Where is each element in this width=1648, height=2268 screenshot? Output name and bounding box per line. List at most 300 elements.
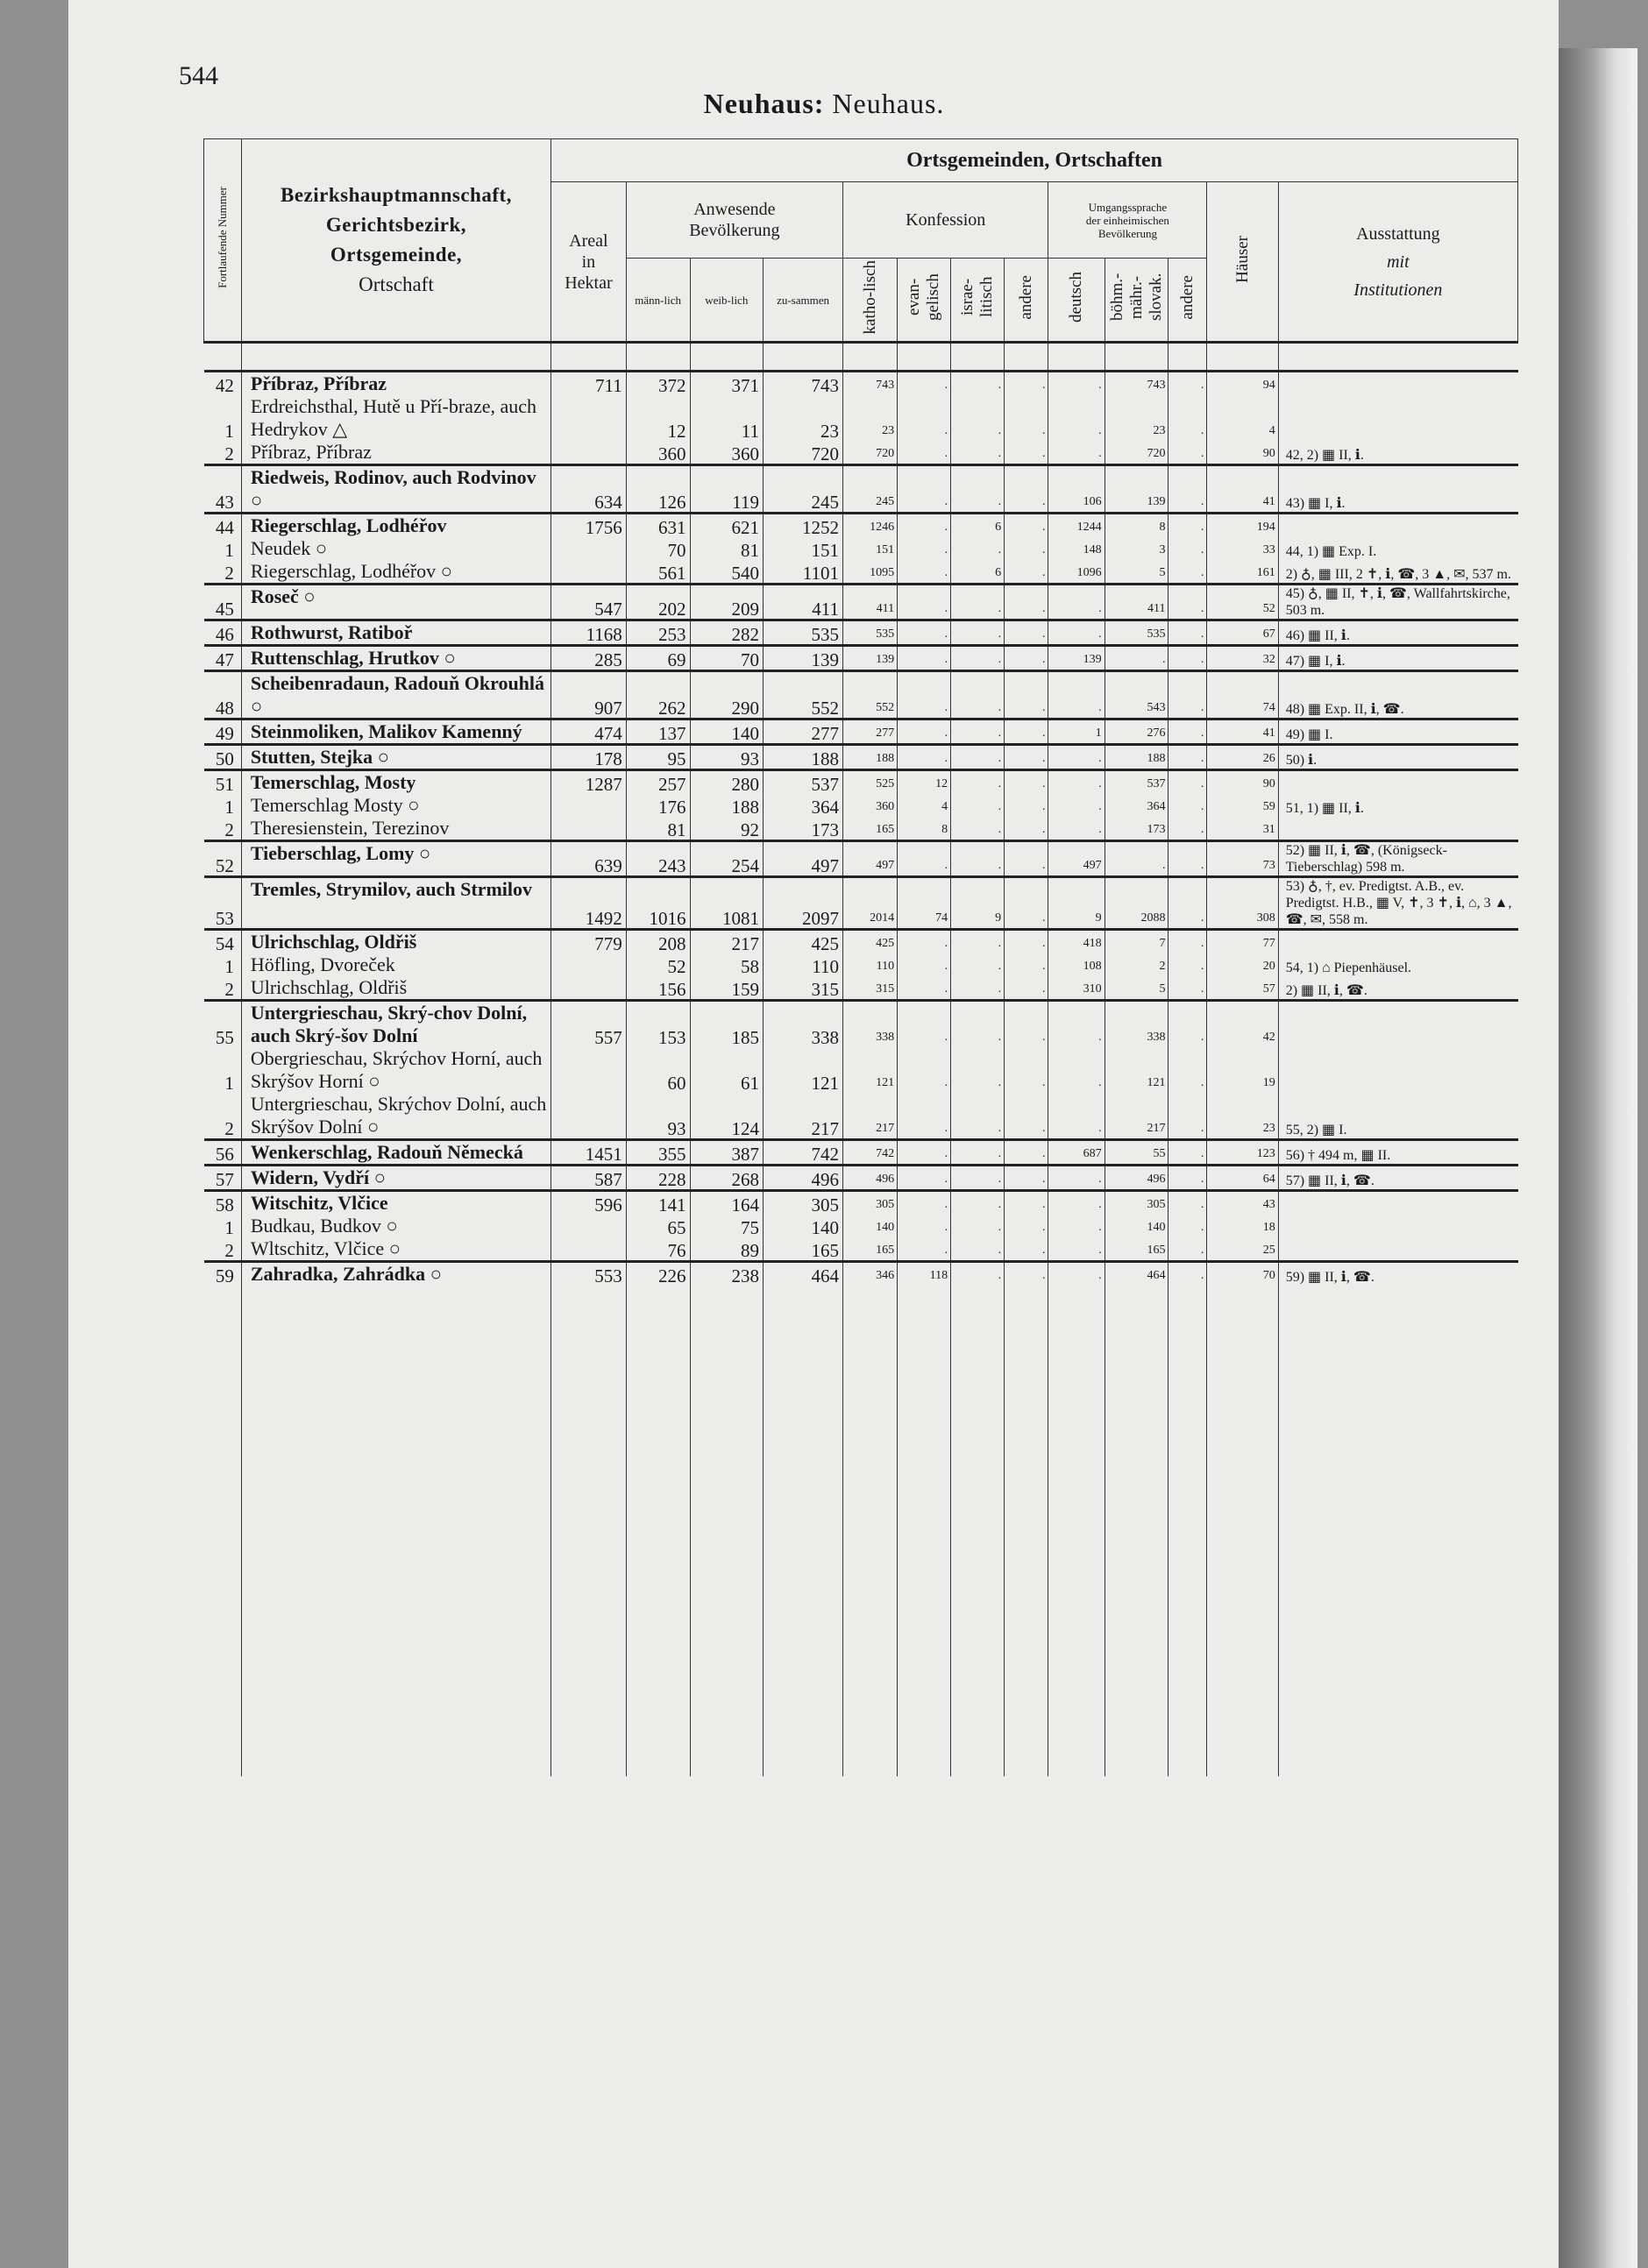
maennlich-value: 262 [626, 671, 690, 719]
areal-value: 285 [551, 646, 627, 671]
row-number: 51 [204, 770, 242, 795]
evangelisch-value: . [898, 953, 951, 976]
running-title-bold: Neuhaus: [703, 88, 825, 119]
andere-sprache-value: . [1169, 976, 1207, 1001]
areal-value [551, 441, 627, 465]
weiblich-value: 159 [690, 976, 764, 1001]
weiblich-value: 140 [690, 719, 764, 745]
weiblich-value: 119 [690, 465, 764, 514]
row-number: 42 [204, 372, 242, 396]
katholisch-value: 151 [843, 537, 898, 560]
ausstattung-value: 59) ▦ II, ℹ, ☎. [1278, 1262, 1517, 1286]
ausstattung-value [1278, 817, 1517, 841]
deutsch-value: . [1048, 441, 1105, 465]
locality-name: Neudek ○ [241, 537, 551, 560]
ausstattung-value: 55, 2) ▦ I. [1278, 1093, 1517, 1140]
weiblich-value: 81 [690, 537, 764, 560]
andere-konfession-value: . [1005, 1001, 1048, 1048]
zusammen-value: 23 [764, 395, 843, 441]
andere-konfession-value: . [1005, 441, 1048, 465]
weiblich-value: 93 [690, 745, 764, 770]
haeuser-value: 31 [1207, 817, 1278, 841]
locality-name: Ulrichschlag, Oldřiš [241, 930, 551, 954]
andere-sprache-value: . [1169, 465, 1207, 514]
katholisch-value: 552 [843, 671, 898, 719]
table-row [204, 620, 1518, 646]
israelitisch-value: . [951, 372, 1005, 396]
andere-sprache-value: . [1169, 395, 1207, 441]
andere-konfession-value: . [1005, 770, 1048, 795]
areal-value [551, 953, 627, 976]
row-number: 59 [204, 1262, 242, 1286]
haeuser-value: 73 [1207, 841, 1278, 877]
haeuser-value: 32 [1207, 646, 1278, 671]
row-number: 58 [204, 1191, 242, 1216]
evangelisch-value: 8 [898, 817, 951, 841]
andere-sprache-value: . [1169, 770, 1207, 795]
ausstattung-value [1278, 1047, 1517, 1093]
maennlich-value: 156 [626, 976, 690, 1001]
row-number: 2 [224, 443, 234, 464]
katholisch-value: 360 [843, 794, 898, 817]
ausstattung-value [1278, 1215, 1517, 1237]
deutsch-value: . [1048, 585, 1105, 620]
evangelisch-value: . [898, 620, 951, 646]
row-number: 2 [224, 979, 234, 1000]
andere-sprache-value: . [1169, 745, 1207, 770]
table-row [204, 1166, 1518, 1191]
row-number: 54 [204, 930, 242, 954]
andere-konfession-value: . [1005, 395, 1048, 441]
evangelisch-value: . [898, 976, 951, 1001]
weiblich-value: 185 [690, 1001, 764, 1048]
andere-sprache-value: . [1169, 1140, 1207, 1166]
haeuser-value: 194 [1207, 514, 1278, 538]
areal-value: 474 [551, 719, 627, 745]
andere-sprache-value: . [1169, 671, 1207, 719]
locality-name: Příbraz, Příbraz [241, 372, 551, 396]
katholisch-value: 425 [843, 930, 898, 954]
table-row [204, 514, 1518, 538]
header-andere-konfession: andere [1005, 259, 1048, 343]
weiblich-value: 621 [690, 514, 764, 538]
andere-konfession-value: . [1005, 953, 1048, 976]
boehmisch-value: 217 [1105, 1093, 1169, 1140]
row-number: 52 [204, 841, 242, 877]
israelitisch-value: . [951, 794, 1005, 817]
maennlich-value: 1016 [626, 877, 690, 930]
zusammen-value: 496 [764, 1166, 843, 1191]
locality-name: Ruttenschlag, Hrutkov ○ [241, 646, 551, 671]
boehmisch-value: 55 [1105, 1140, 1169, 1166]
israelitisch-value: . [951, 841, 1005, 877]
locality-name: Widern, Vydří ○ [241, 1166, 551, 1191]
andere-konfession-value: . [1005, 1262, 1048, 1286]
row-number: 1 [224, 797, 234, 818]
boehmisch-value: 5 [1105, 976, 1169, 1001]
boehmisch-value: 496 [1105, 1166, 1169, 1191]
locality-name: Tieberschlag, Lomy ○ [241, 841, 551, 877]
weiblich-value: 238 [690, 1262, 764, 1286]
row-number: 53 [204, 877, 242, 930]
evangelisch-value: . [898, 1237, 951, 1262]
katholisch-value: 23 [843, 395, 898, 441]
deutsch-value: . [1048, 794, 1105, 817]
andere-konfession-value: . [1005, 1191, 1048, 1216]
zusammen-value: 537 [764, 770, 843, 795]
row-number: 48 [204, 671, 242, 719]
deutsch-value: . [1048, 620, 1105, 646]
deutsch-value: 9 [1048, 877, 1105, 930]
table-row [204, 585, 1518, 620]
zusammen-value: 411 [764, 585, 843, 620]
weiblich-value: 254 [690, 841, 764, 877]
katholisch-value: 305 [843, 1191, 898, 1216]
andere-sprache-value: . [1169, 1215, 1207, 1237]
deutsch-value: 497 [1048, 841, 1105, 877]
katholisch-value: 1095 [843, 560, 898, 585]
maennlich-value: 69 [626, 646, 690, 671]
ausstattung-value: 2) ▦ II, ℹ, ☎. [1278, 976, 1517, 1001]
zusammen-value: 743 [764, 372, 843, 396]
zusammen-value: 338 [764, 1001, 843, 1048]
andere-sprache-value: . [1169, 930, 1207, 954]
katholisch-value: 743 [843, 372, 898, 396]
deutsch-value: . [1048, 395, 1105, 441]
table-header [204, 139, 1518, 343]
katholisch-value: 411 [843, 585, 898, 620]
table-row [204, 1093, 1518, 1140]
israelitisch-value: 6 [951, 514, 1005, 538]
table-row [204, 395, 1518, 441]
filler-row [204, 1286, 1518, 1776]
zusammen-value: 1101 [764, 560, 843, 585]
locality-name: Budkau, Budkov ○ [241, 1215, 551, 1237]
deutsch-value: 108 [1048, 953, 1105, 976]
ausstattung-value: 44, 1) ▦ Exp. I. [1278, 537, 1517, 560]
header-maennlich: männ-lich [626, 259, 690, 343]
andere-konfession-value: . [1005, 930, 1048, 954]
table-row [204, 1262, 1518, 1286]
boehmisch-value: 2 [1105, 953, 1169, 976]
maennlich-value: 561 [626, 560, 690, 585]
deutsch-value: . [1048, 1237, 1105, 1262]
areal-value [551, 794, 627, 817]
locality-name: Witschitz, Vlčice [241, 1191, 551, 1216]
israelitisch-value: . [951, 1237, 1005, 1262]
statistics-table [203, 138, 1518, 1776]
zusammen-value: 552 [764, 671, 843, 719]
deutsch-value: . [1048, 745, 1105, 770]
evangelisch-value: . [898, 441, 951, 465]
haeuser-value: 20 [1207, 953, 1278, 976]
header-bevoelkerung: Anwesende Bevölkerung [626, 182, 842, 259]
haeuser-value: 161 [1207, 560, 1278, 585]
header-weiblich: weib-lich [690, 259, 764, 343]
table-row [204, 441, 1518, 465]
katholisch-value: 535 [843, 620, 898, 646]
row-number: 1 [224, 1073, 234, 1094]
andere-sprache-value: . [1169, 537, 1207, 560]
maennlich-value: 202 [626, 585, 690, 620]
zusammen-value: 720 [764, 441, 843, 465]
andere-sprache-value: . [1169, 841, 1207, 877]
areal-value: 178 [551, 745, 627, 770]
ausstattung-value: 46) ▦ II, ℹ. [1278, 620, 1517, 646]
locality-name: Roseč ○ [241, 585, 551, 620]
andere-sprache-value: . [1169, 441, 1207, 465]
weiblich-value: 540 [690, 560, 764, 585]
katholisch-value: 217 [843, 1093, 898, 1140]
evangelisch-value: . [898, 930, 951, 954]
table-row [204, 745, 1518, 770]
maennlich-value: 257 [626, 770, 690, 795]
zusammen-value: 139 [764, 646, 843, 671]
andere-konfession-value: . [1005, 514, 1048, 538]
katholisch-value: 1246 [843, 514, 898, 538]
weiblich-value: 360 [690, 441, 764, 465]
deutsch-value: 687 [1048, 1140, 1105, 1166]
katholisch-value: 245 [843, 465, 898, 514]
israelitisch-value: . [951, 1047, 1005, 1093]
locality-name: Untergrieschau, Skrýchov Dolní, auch Skrýšov Dolní ○ [241, 1093, 551, 1140]
maennlich-value: 176 [626, 794, 690, 817]
ausstattung-value: 50) ℹ. [1278, 745, 1517, 770]
israelitisch-value: . [951, 620, 1005, 646]
andere-sprache-value: . [1169, 514, 1207, 538]
table-row [204, 719, 1518, 745]
israelitisch-value: . [951, 817, 1005, 841]
evangelisch-value: 74 [898, 877, 951, 930]
areal-value [551, 1237, 627, 1262]
row-number: 49 [204, 719, 242, 745]
table-row [204, 817, 1518, 841]
boehmisch-value: 139 [1105, 465, 1169, 514]
row-number: 2 [224, 1240, 234, 1261]
katholisch-value: 2014 [843, 877, 898, 930]
andere-sprache-value: . [1169, 372, 1207, 396]
andere-sprache-value: . [1169, 1191, 1207, 1216]
locality-name: Wltschitz, Vlčice ○ [241, 1237, 551, 1262]
weiblich-value: 371 [690, 372, 764, 396]
andere-konfession-value: . [1005, 620, 1048, 646]
areal-value [551, 537, 627, 560]
ausstattung-value: 47) ▦ I, ℹ. [1278, 646, 1517, 671]
andere-konfession-value: . [1005, 560, 1048, 585]
andere-sprache-value: . [1169, 1047, 1207, 1093]
maennlich-value: 81 [626, 817, 690, 841]
andere-konfession-value: . [1005, 976, 1048, 1001]
israelitisch-value: . [951, 1191, 1005, 1216]
haeuser-value: 123 [1207, 1140, 1278, 1166]
locality-name: Ulrichschlag, Oldřiš [241, 976, 551, 1001]
andere-sprache-value: . [1169, 817, 1207, 841]
boehmisch-value: 720 [1105, 441, 1169, 465]
andere-sprache-value: . [1169, 794, 1207, 817]
boehmisch-value: 140 [1105, 1215, 1169, 1237]
andere-konfession-value: . [1005, 1215, 1048, 1237]
maennlich-value: 226 [626, 1262, 690, 1286]
zusammen-value: 364 [764, 794, 843, 817]
row-number: 57 [204, 1166, 242, 1191]
israelitisch-value: . [951, 770, 1005, 795]
weiblich-value: 217 [690, 930, 764, 954]
andere-konfession-value: . [1005, 646, 1048, 671]
locality-name: Příbraz, Příbraz [241, 441, 551, 465]
locality-name: Wenkerschlag, Radouň Německá [241, 1140, 551, 1166]
table-row [204, 953, 1518, 976]
andere-konfession-value: . [1005, 1140, 1048, 1166]
israelitisch-value: . [951, 1001, 1005, 1048]
header-areal: Areal in Hektar [551, 182, 627, 343]
locality-name: Erdreichsthal, Hutě u Pří-braze, auch Hedrykov △ [241, 395, 551, 441]
evangelisch-value: . [898, 1140, 951, 1166]
zusammen-value: 305 [764, 1191, 843, 1216]
maennlich-value: 52 [626, 953, 690, 976]
header-umgangssprache: Umgangssprache der einheimischen Bevölkerung [1048, 182, 1207, 259]
spacer-row [204, 343, 1518, 372]
haeuser-value: 59 [1207, 794, 1278, 817]
table-row [204, 372, 1518, 396]
areal-value: 639 [551, 841, 627, 877]
weiblich-value: 290 [690, 671, 764, 719]
boehmisch-value: 338 [1105, 1001, 1169, 1048]
ausstattung-value [1278, 395, 1517, 441]
table-row [204, 1001, 1518, 1048]
israelitisch-value: . [951, 1093, 1005, 1140]
deutsch-value: 1 [1048, 719, 1105, 745]
row-number: 1 [224, 421, 234, 442]
areal-value: 1287 [551, 770, 627, 795]
katholisch-value: 188 [843, 745, 898, 770]
deutsch-value: 1244 [1048, 514, 1105, 538]
row-number: 46 [204, 620, 242, 646]
ausstattung-value: 42, 2) ▦ II, ℹ. [1278, 441, 1517, 465]
boehmisch-value: 537 [1105, 770, 1169, 795]
andere-konfession-value: . [1005, 537, 1048, 560]
boehmisch-value: 364 [1105, 794, 1169, 817]
israelitisch-value: . [951, 1262, 1005, 1286]
andere-sprache-value: . [1169, 877, 1207, 930]
katholisch-value: 720 [843, 441, 898, 465]
israelitisch-value: . [951, 585, 1005, 620]
boehmisch-value: 2088 [1105, 877, 1169, 930]
israelitisch-value: 9 [951, 877, 1005, 930]
katholisch-value: 742 [843, 1140, 898, 1166]
evangelisch-value: . [898, 514, 951, 538]
haeuser-value: 41 [1207, 719, 1278, 745]
table-row [204, 1215, 1518, 1237]
table-row [204, 1191, 1518, 1216]
row-number: 45 [204, 585, 242, 620]
boehmisch-value: 411 [1105, 585, 1169, 620]
table-row [204, 646, 1518, 671]
areal-value: 557 [551, 1001, 627, 1048]
ausstattung-value: 45) ♁, ▦ II, ✝, ℹ, ☎, Wallfahrtskirche, 503 m. [1278, 585, 1517, 620]
weiblich-value: 11 [690, 395, 764, 441]
weiblich-value: 164 [690, 1191, 764, 1216]
deutsch-value: . [1048, 1047, 1105, 1093]
locality-name: Temerschlag Mosty ○ [241, 794, 551, 817]
boehmisch-value: 7 [1105, 930, 1169, 954]
israelitisch-value: . [951, 441, 1005, 465]
haeuser-value: 23 [1207, 1093, 1278, 1140]
areal-value: 1451 [551, 1140, 627, 1166]
areal-value [551, 1047, 627, 1093]
katholisch-value: 346 [843, 1262, 898, 1286]
haeuser-value: 77 [1207, 930, 1278, 954]
evangelisch-value: . [898, 1191, 951, 1216]
ausstattung-value [1278, 930, 1517, 954]
maennlich-value: 631 [626, 514, 690, 538]
deutsch-value: 310 [1048, 976, 1105, 1001]
haeuser-value: 90 [1207, 441, 1278, 465]
katholisch-value: 338 [843, 1001, 898, 1048]
israelitisch-value: . [951, 930, 1005, 954]
areal-value: 553 [551, 1262, 627, 1286]
row-number: 1 [224, 540, 234, 561]
ausstattung-value [1278, 1191, 1517, 1216]
israelitisch-value: 6 [951, 560, 1005, 585]
zusammen-value: 217 [764, 1093, 843, 1140]
andere-konfession-value: . [1005, 1047, 1048, 1093]
row-number: 2 [224, 563, 234, 584]
deutsch-value: . [1048, 1215, 1105, 1237]
evangelisch-value: . [898, 465, 951, 514]
table-row [204, 1140, 1518, 1166]
haeuser-value: 64 [1207, 1166, 1278, 1191]
ausstattung-value: 57) ▦ II, ℹ, ☎. [1278, 1166, 1517, 1191]
areal-value [551, 395, 627, 441]
andere-sprache-value: . [1169, 719, 1207, 745]
deutsch-value: 418 [1048, 930, 1105, 954]
evangelisch-value: . [898, 1166, 951, 1191]
header-zusammen: zu-sammen [764, 259, 843, 343]
ausstattung-value: 54, 1) ⌂ Piepenhäusel. [1278, 953, 1517, 976]
zusammen-value: 464 [764, 1262, 843, 1286]
row-number: 47 [204, 646, 242, 671]
maennlich-value: 137 [626, 719, 690, 745]
locality-name: Obergrieschau, Skrýchov Horní, auch Skrýšov Horní ○ [241, 1047, 551, 1093]
book-binding-edge [1559, 48, 1637, 2268]
andere-sprache-value: . [1169, 953, 1207, 976]
boehmisch-value: . [1105, 646, 1169, 671]
boehmisch-value: 305 [1105, 1191, 1169, 1216]
haeuser-value: 43 [1207, 1191, 1278, 1216]
haeuser-value: 70 [1207, 1262, 1278, 1286]
row-number: 1 [224, 956, 234, 977]
zusammen-value: 245 [764, 465, 843, 514]
andere-konfession-value: . [1005, 372, 1048, 396]
locality-name: Steinmoliken, Malikov Kamenný [241, 719, 551, 745]
weiblich-value: 268 [690, 1166, 764, 1191]
andere-konfession-value: . [1005, 585, 1048, 620]
andere-konfession-value: . [1005, 817, 1048, 841]
haeuser-value: 74 [1207, 671, 1278, 719]
andere-konfession-value: . [1005, 1093, 1048, 1140]
header-andere-sprache: andere [1169, 259, 1207, 343]
zusammen-value: 173 [764, 817, 843, 841]
areal-value [551, 817, 627, 841]
andere-konfession-value: . [1005, 794, 1048, 817]
zusammen-value: 742 [764, 1140, 843, 1166]
header-nr: Fortlaufende Nummer [204, 139, 242, 343]
zusammen-value: 121 [764, 1047, 843, 1093]
row-number: 44 [204, 514, 242, 538]
header-katholisch: katho-lisch [843, 259, 898, 343]
boehmisch-value: 121 [1105, 1047, 1169, 1093]
haeuser-value: 42 [1207, 1001, 1278, 1048]
